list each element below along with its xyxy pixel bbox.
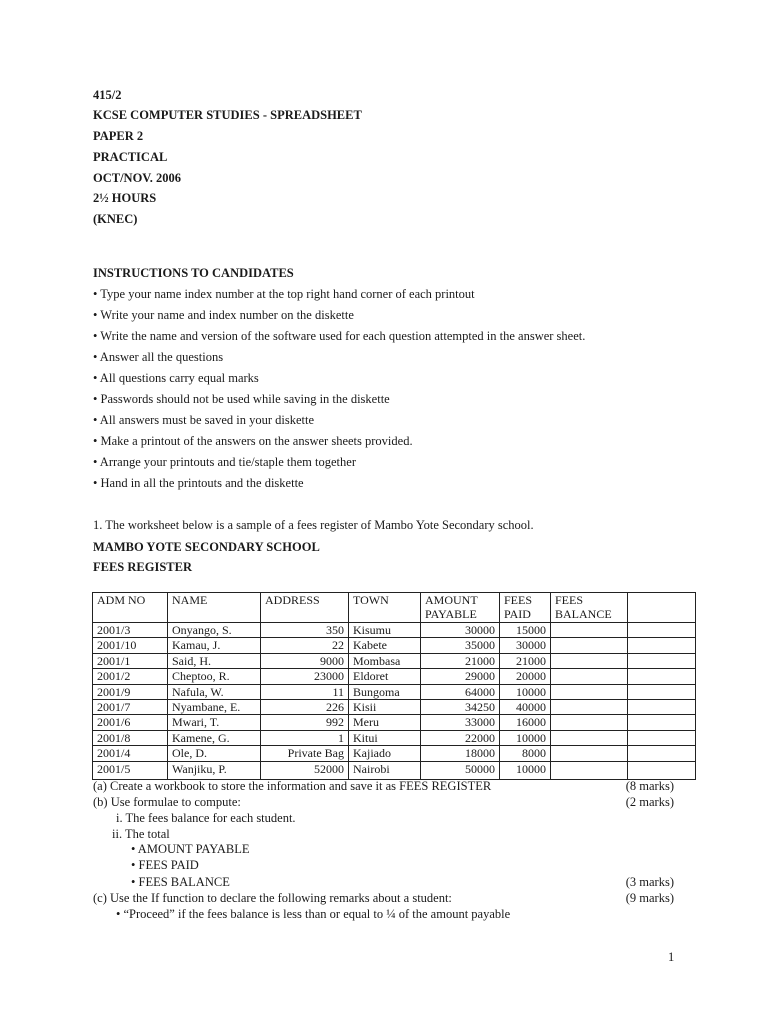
adm-no-cell: 2001/10: [93, 638, 168, 653]
paper-number: PAPER 2: [93, 129, 144, 143]
adm-no-cell: 2001/3: [93, 623, 168, 638]
amount-payable-cell: 50000: [421, 761, 500, 779]
column-header: FEES BALANCE: [551, 593, 628, 623]
empty-cell: [628, 730, 696, 745]
register-title: FEES REGISTER: [93, 560, 192, 574]
amount-payable-cell: 22000: [421, 730, 500, 745]
empty-cell: [628, 746, 696, 761]
table-row: [93, 623, 696, 638]
table-header-row: [93, 593, 696, 623]
part-b-ii-item: • FEES PAID: [131, 858, 199, 872]
column-header: FEES PAID: [500, 593, 551, 623]
fees-paid-cell: 10000: [500, 761, 551, 779]
fees-register-table: [92, 592, 696, 780]
fees-paid-cell: 20000: [500, 669, 551, 684]
empty-cell: [628, 638, 696, 653]
fees-paid-cell: 21000: [500, 653, 551, 668]
table-row: [93, 715, 696, 730]
fees-paid-cell: 10000: [500, 730, 551, 745]
instruction-item: • All answers must be saved in your diskette: [93, 413, 315, 427]
address-cell: 350: [261, 623, 349, 638]
amount-payable-cell: 64000: [421, 684, 500, 699]
paper-title: KCSE COMPUTER STUDIES - SPREADSHEET: [93, 108, 362, 122]
exam-board: (KNEC): [93, 212, 138, 226]
empty-cell: [628, 761, 696, 779]
column-header: TOWN: [349, 593, 421, 623]
amount-payable-cell: 29000: [421, 669, 500, 684]
column-header: ADM NO: [93, 593, 168, 623]
instructions-heading: INSTRUCTIONS TO CANDIDATES: [93, 266, 294, 280]
instruction-item: • Type your name index number at the top right hand corner of each printout: [93, 287, 475, 301]
empty-cell: [628, 699, 696, 714]
table-row: [93, 699, 696, 714]
instruction-item: • Write your name and index number on the diskette: [93, 308, 354, 322]
column-header: AMOUNT PAYABLE: [421, 593, 500, 623]
address-cell: 992: [261, 715, 349, 730]
empty-cell: [628, 623, 696, 638]
fees-paid-cell: 8000: [500, 746, 551, 761]
fees-balance-cell: [551, 653, 628, 668]
paper-date: OCT/NOV. 2006: [93, 171, 181, 185]
page-number: 1: [668, 950, 675, 964]
table-row: [93, 653, 696, 668]
address-cell: 11: [261, 684, 349, 699]
name-cell: Onyango, S.: [168, 623, 261, 638]
empty-cell: [628, 684, 696, 699]
part-b-ii-item: • FEES BALANCE: [131, 875, 230, 889]
part-b-ii: ii. The total: [112, 827, 170, 841]
address-cell: 9000: [261, 653, 349, 668]
question-intro: 1. The worksheet below is a sample of a fees register of Mambo Yote Secondary school.: [93, 518, 534, 532]
town-cell: Kisii: [349, 699, 421, 714]
town-cell: Kajiado: [349, 746, 421, 761]
paper-code: 415/2: [93, 88, 122, 102]
fees-balance-cell: [551, 638, 628, 653]
table-row: [93, 684, 696, 699]
fees-balance-cell: [551, 669, 628, 684]
fees-paid-cell: 30000: [500, 638, 551, 653]
fees-balance-cell: [551, 684, 628, 699]
town-cell: Mombasa: [349, 653, 421, 668]
town-cell: Kabete: [349, 638, 421, 653]
town-cell: Eldoret: [349, 669, 421, 684]
amount-payable-cell: 33000: [421, 715, 500, 730]
address-cell: 1: [261, 730, 349, 745]
instruction-item: • All questions carry equal marks: [93, 371, 259, 385]
town-cell: Kisumu: [349, 623, 421, 638]
address-cell: Private Bag: [261, 746, 349, 761]
school-name: MAMBO YOTE SECONDARY SCHOOL: [93, 540, 320, 554]
adm-no-cell: 2001/7: [93, 699, 168, 714]
instruction-item: • Hand in all the printouts and the diskette: [93, 476, 304, 490]
fees-balance-cell: [551, 715, 628, 730]
town-cell: Nairobi: [349, 761, 421, 779]
paper-type: PRACTICAL: [93, 150, 168, 164]
fees-balance-cell: [551, 730, 628, 745]
empty-cell: [628, 715, 696, 730]
amount-payable-cell: 30000: [421, 623, 500, 638]
empty-cell: [628, 669, 696, 684]
adm-no-cell: 2001/8: [93, 730, 168, 745]
name-cell: Kamene, G.: [168, 730, 261, 745]
town-cell: Meru: [349, 715, 421, 730]
part-b-i: i. The fees balance for each student.: [116, 811, 296, 825]
name-cell: Mwari, T.: [168, 715, 261, 730]
part-b: (b) Use formulae to compute:: [93, 795, 241, 809]
name-cell: Nafula, W.: [168, 684, 261, 699]
name-cell: Said, H.: [168, 653, 261, 668]
paper-duration: 2½ HOURS: [93, 191, 157, 205]
fees-balance-cell: [551, 746, 628, 761]
adm-no-cell: 2001/2: [93, 669, 168, 684]
adm-no-cell: 2001/6: [93, 715, 168, 730]
part-a: (a) Create a workbook to store the information and save it as FEES REGISTER: [93, 779, 492, 793]
name-cell: Kamau, J.: [168, 638, 261, 653]
name-cell: Ole, D.: [168, 746, 261, 761]
adm-no-cell: 2001/5: [93, 761, 168, 779]
column-header: ADDRESS: [261, 593, 349, 623]
town-cell: Kitui: [349, 730, 421, 745]
part-b-ii-item: • AMOUNT PAYABLE: [131, 842, 250, 856]
fees-paid-cell: 40000: [500, 699, 551, 714]
fees-balance-cell: [551, 699, 628, 714]
address-cell: 52000: [261, 761, 349, 779]
address-cell: 226: [261, 699, 349, 714]
adm-no-cell: 2001/9: [93, 684, 168, 699]
column-header: NAME: [168, 593, 261, 623]
adm-no-cell: 2001/1: [93, 653, 168, 668]
part-a-marks: (8 marks): [625, 779, 674, 793]
adm-no-cell: 2001/4: [93, 746, 168, 761]
table-row: [93, 730, 696, 745]
amount-payable-cell: 34250: [421, 699, 500, 714]
fees-paid-cell: 16000: [500, 715, 551, 730]
amount-payable-cell: 21000: [421, 653, 500, 668]
fees-balance-cell: [551, 761, 628, 779]
address-cell: 22: [261, 638, 349, 653]
instruction-item: • Passwords should not be used while saving in the diskette: [93, 392, 390, 406]
instruction-item: • Arrange your printouts and tie/staple them together: [93, 455, 356, 469]
table-row: [93, 638, 696, 653]
table-row: [93, 746, 696, 761]
instruction-item: • Answer all the questions: [93, 350, 224, 364]
town-cell: Bungoma: [349, 684, 421, 699]
part-b-ii-marks: (3 marks): [625, 875, 674, 889]
instruction-item: • Make a printout of the answers on the answer sheets provided.: [93, 434, 413, 448]
part-b-marks: (2 marks): [625, 795, 674, 809]
name-cell: Cheptoo, R.: [168, 669, 261, 684]
amount-payable-cell: 35000: [421, 638, 500, 653]
amount-payable-cell: 18000: [421, 746, 500, 761]
part-c-item: • “Proceed” if the fees balance is less than or equal to ¼ of the amount payable: [116, 907, 511, 921]
part-c: (c) Use the If function to declare the following remarks about a student:: [93, 891, 452, 905]
part-c-marks: (9 marks): [625, 891, 674, 905]
fees-paid-cell: 15000: [500, 623, 551, 638]
table-row: [93, 669, 696, 684]
empty-cell: [628, 653, 696, 668]
table-row: [93, 761, 696, 779]
fees-balance-cell: [551, 623, 628, 638]
name-cell: Nyambane, E.: [168, 699, 261, 714]
address-cell: 23000: [261, 669, 349, 684]
fees-paid-cell: 10000: [500, 684, 551, 699]
column-header: [628, 593, 696, 623]
name-cell: Wanjiku, P.: [168, 761, 261, 779]
instruction-item: • Write the name and version of the software used for each question attempted in the answer sheet.: [93, 329, 586, 343]
